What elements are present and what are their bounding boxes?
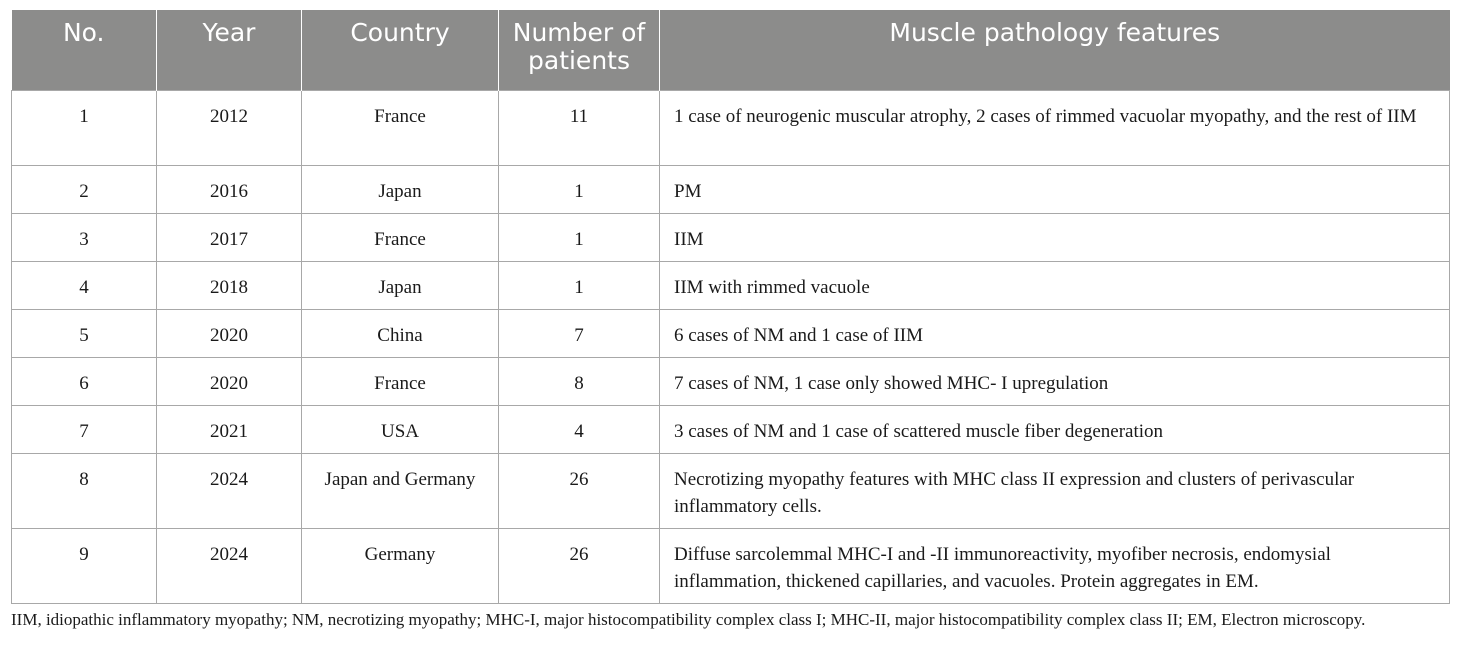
cell-year: 2017 bbox=[157, 213, 302, 261]
table-row bbox=[12, 213, 1450, 261]
header-year: Year bbox=[157, 10, 302, 90]
cell-features: IIM bbox=[660, 213, 1450, 261]
cell-no: 4 bbox=[12, 261, 157, 309]
cell-year: 2020 bbox=[157, 309, 302, 357]
table-row bbox=[12, 90, 1450, 165]
table-row bbox=[12, 165, 1450, 213]
table-header bbox=[12, 10, 1450, 90]
cell-year: 2020 bbox=[157, 357, 302, 405]
cell-no: 1 bbox=[12, 90, 157, 165]
cell-year: 2024 bbox=[157, 453, 302, 528]
cell-year: 2018 bbox=[157, 261, 302, 309]
cell-patients: 1 bbox=[499, 261, 660, 309]
cell-no: 8 bbox=[12, 453, 157, 528]
table-row bbox=[12, 357, 1450, 405]
cell-country: France bbox=[302, 213, 499, 261]
cell-country: France bbox=[302, 90, 499, 165]
table-row bbox=[12, 309, 1450, 357]
cell-features: IIM with rimmed vacuole bbox=[660, 261, 1450, 309]
cell-features: Necrotizing myopathy features with MHC class II expression and clusters of perivascular inflammatory cells. bbox=[660, 453, 1450, 528]
table-row bbox=[12, 528, 1450, 603]
cell-features: 3 cases of NM and 1 case of scattered muscle fiber degeneration bbox=[660, 405, 1450, 453]
cell-no: 6 bbox=[12, 357, 157, 405]
cell-country: USA bbox=[302, 405, 499, 453]
cell-features: Diffuse sarcolemmal MHC-I and -II immunoreactivity, myofiber necrosis, endomysial inflammation, thickened capillaries, and vacuoles. Protein aggregates in EM. bbox=[660, 528, 1450, 603]
header-row bbox=[12, 10, 1450, 90]
cell-patients: 7 bbox=[499, 309, 660, 357]
table-footnote: IIM, idiopathic inflammatory myopathy; NM, necrotizing myopathy; MHC-I, major histocompatibility complex class I; MHC-II, major histocompatibility complex class II; EM, Electron microscopy. bbox=[11, 610, 1366, 629]
cell-features: 7 cases of NM, 1 case only showed MHC- I upregulation bbox=[660, 357, 1450, 405]
cell-no: 2 bbox=[12, 165, 157, 213]
table-row bbox=[12, 453, 1450, 528]
cell-patients: 1 bbox=[499, 213, 660, 261]
cell-patients: 11 bbox=[499, 90, 660, 165]
table-row bbox=[12, 261, 1450, 309]
cell-patients: 26 bbox=[499, 453, 660, 528]
cell-no: 9 bbox=[12, 528, 157, 603]
cell-patients: 26 bbox=[499, 528, 660, 603]
table-body bbox=[12, 90, 1450, 603]
cell-country: Germany bbox=[302, 528, 499, 603]
cell-country: Japan bbox=[302, 261, 499, 309]
cell-country: China bbox=[302, 309, 499, 357]
cell-features: 1 case of neurogenic muscular atrophy, 2 cases of rimmed vacuolar myopathy, and the rest of IIM bbox=[660, 90, 1450, 165]
cell-patients: 4 bbox=[499, 405, 660, 453]
cell-no: 5 bbox=[12, 309, 157, 357]
cell-year: 2012 bbox=[157, 90, 302, 165]
cell-country: France bbox=[302, 357, 499, 405]
cell-no: 3 bbox=[12, 213, 157, 261]
cell-year: 2024 bbox=[157, 528, 302, 603]
table-row bbox=[12, 405, 1450, 453]
cell-year: 2016 bbox=[157, 165, 302, 213]
cell-year: 2021 bbox=[157, 405, 302, 453]
data-table bbox=[11, 10, 1450, 604]
cell-features: 6 cases of NM and 1 case of IIM bbox=[660, 309, 1450, 357]
cell-patients: 1 bbox=[499, 165, 660, 213]
cell-country: Japan and Germany bbox=[302, 453, 499, 528]
header-number-of-patients: Number of patients bbox=[499, 10, 660, 90]
header-muscle-pathology-features: Muscle pathology features bbox=[660, 10, 1450, 90]
header-country: Country bbox=[302, 10, 499, 90]
cell-country: Japan bbox=[302, 165, 499, 213]
cell-no: 7 bbox=[12, 405, 157, 453]
cell-features: PM bbox=[660, 165, 1450, 213]
header-no: No. bbox=[12, 10, 157, 90]
cell-patients: 8 bbox=[499, 357, 660, 405]
